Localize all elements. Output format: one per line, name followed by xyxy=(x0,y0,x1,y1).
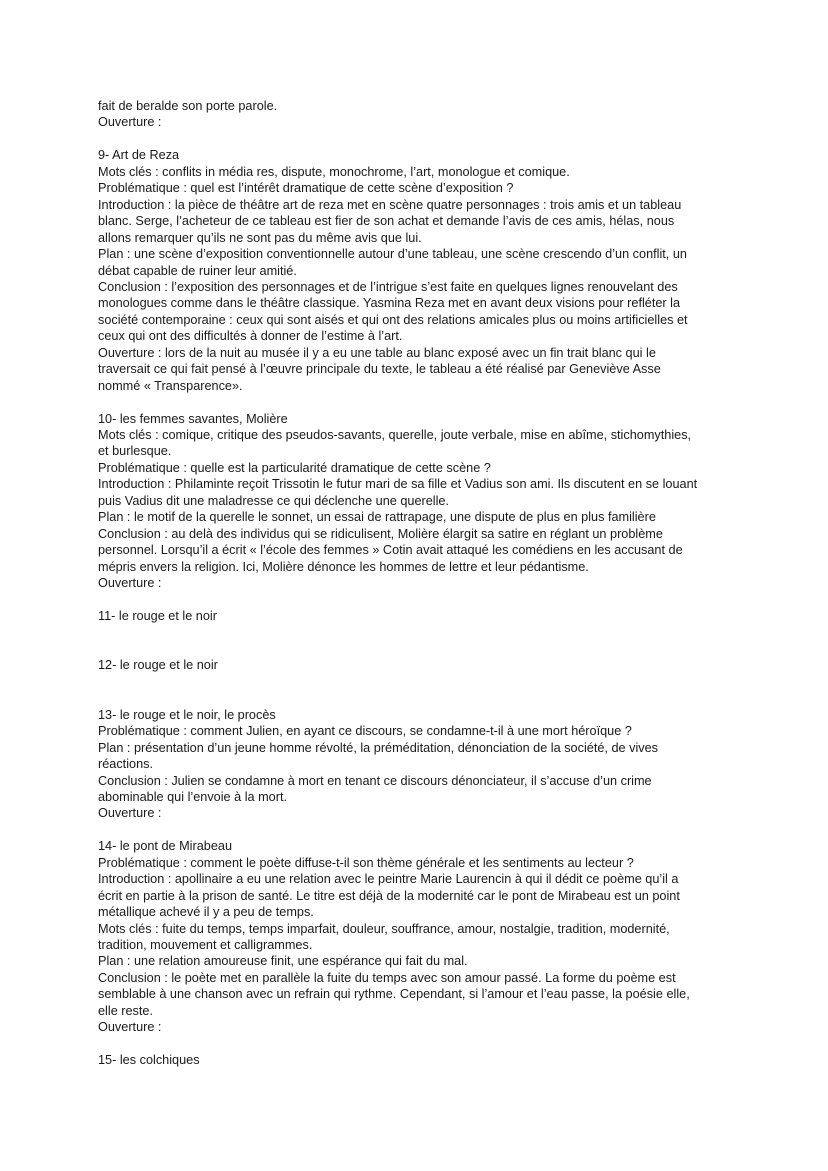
section-heading-14: 14- le pont de Mirabeau xyxy=(98,839,233,854)
text-line: Ouverture : xyxy=(98,1020,162,1035)
text-line: Introduction : la pièce de théâtre art de reza met en scène quatre personnages : trois amis et un tableau xyxy=(98,197,682,212)
section-heading-11: 11- le rouge et le noir xyxy=(98,609,217,623)
text-line: Ouverture : xyxy=(98,576,162,591)
paragraph-gap xyxy=(98,592,738,608)
text-line: métallique achevé il y a peu de temps. xyxy=(98,905,314,920)
text-line: Conclusion : le poète met en parallèle la fuite du temps avec son amour passé. La forme du poème est xyxy=(98,970,676,985)
paragraph-gap xyxy=(98,624,738,657)
document-page xyxy=(98,98,738,1069)
text-line: Introduction : apollinaire a eu une relation avec le peintre Marie Laurencin à qui il dédit ce poème qu’il a xyxy=(98,872,679,887)
text-line: Plan : une scène d’exposition conventionnelle autour d’une tableau, une scène crescendo d’un conflit, un xyxy=(98,247,687,262)
text-line: Introduction : Philaminte reçoit Trissotin le futur mari de sa fille et Vadius son ami. Ils discutent en se louant xyxy=(98,477,698,492)
text-line: nommé « Transparence». xyxy=(98,378,243,393)
paragraph-gap xyxy=(98,822,738,838)
text-line: Mots clés : conflits in média res, dispute, monochrome, l’art, monologue et comique. xyxy=(98,164,570,179)
text-line: ceux qui ont des difficultés à donner de l’estime à l’art. xyxy=(98,329,403,344)
section-heading-9: 9- Art de Reza xyxy=(98,148,180,163)
text-line: Mots clés : fuite du temps, temps imparfait, douleur, souffrance, amour, nostalgie, tradition, modernité, xyxy=(98,921,670,936)
text-line: semblable à une chanson avec un refrain qui rythme. Cependant, si l’amour et l’eau passe, la poésie elle, xyxy=(98,987,690,1002)
text-line: Plan : le motif de la querelle le sonnet, un essai de rattrapage, une dispute de plus en plus familière xyxy=(98,510,656,525)
text-line: et burlesque. xyxy=(98,444,172,459)
text-line: Ouverture : lors de la nuit au musée il y a eu une table au blanc exposé avec un fin trait blanc qui le xyxy=(98,345,656,360)
text-line: Ouverture : xyxy=(98,806,162,821)
text-line: Conclusion : l’exposition des personnages et de l’intrigue s’est faite en quelques lignes renouvelant des xyxy=(98,279,678,294)
text-line: puis Vadius dit une maladresse ce qui déclenche une querelle. xyxy=(98,493,450,508)
text-line: Plan : présentation d’un jeune homme révolté, la préméditation, dénonciation de la société, de vives xyxy=(98,740,659,755)
text-line: blanc. Serge, l’acheteur de ce tableau est fier de son achat et demande l’avis de ces amis, hélas, nous xyxy=(98,214,675,229)
text-line: Problématique : comment le poète diffuse-t-il son thème générale et les sentiments au lecteur ? xyxy=(98,855,634,870)
text-line: Ouverture : xyxy=(98,115,162,130)
text-line: Problématique : quelle est la particularité dramatique de cette scène ? xyxy=(98,460,491,475)
text-line: société contemporaine : ceux qui sont aisés et qui ont des relations amicales plus ou moins artificielles et xyxy=(98,312,688,327)
text-line: Mots clés : comique, critique des pseudos-savants, querelle, joute verbale, mise en abîme, stichomythies, xyxy=(98,428,692,443)
text-line: personnel. Lorsqu’il a écrit « l’école des femmes » Cotin avait attaqué les comédiens en les accusant de xyxy=(98,543,683,558)
paragraph-gap xyxy=(98,1036,738,1052)
text-line: fait de beralde son porte parole. xyxy=(98,99,278,113)
text-line: abominable qui l’envoie à la mort. xyxy=(98,789,288,804)
text-line: écrit en partie à la prison de santé. Le titre est déjà de la modernité car le pont de Mirabeau est un point xyxy=(98,888,680,903)
section-heading-10: 10- les femmes savantes, Molière xyxy=(98,411,288,426)
text-line: débat capable de ruiner leur amitié. xyxy=(98,263,297,278)
text-line: réactions. xyxy=(98,757,154,772)
text-line: Problématique : quel est l’intérêt dramatique de cette scène d’exposition ? xyxy=(98,181,514,196)
section-heading-15: 15- les colchiques xyxy=(98,1053,200,1068)
paragraph-gap xyxy=(98,131,738,147)
section-heading-13: 13- le rouge et le noir, le procès xyxy=(98,707,276,722)
text-line: Conclusion : au delà des individus qui se ridiculisent, Molière élargit sa satire en réglant un problème xyxy=(98,526,663,541)
text-line: tradition, mouvement et calligrammes. xyxy=(98,938,313,953)
text-line: monologues comme dans le théâtre classique. Yasmina Reza met en avant deux visions pour refléter la xyxy=(98,296,681,311)
paragraph-gap xyxy=(98,674,738,707)
text-line: traversait ce qui fait pensé à l’œuvre principale du texte, le tableau a été réalisé par Geneviève Asse xyxy=(98,362,661,377)
text-line: allons remarquer qu’ils ne sont pas du même avis que lui. xyxy=(98,230,422,245)
text-line: elle reste. xyxy=(98,1003,154,1018)
text-line: mépris envers la religion. Ici, Molière dénonce les hommes de lettre et leur pédantisme. xyxy=(98,559,589,574)
paragraph-gap xyxy=(98,394,738,410)
text-line: Problématique : comment Julien, en ayant ce discours, se condamne-t-il à une mort héroïque ? xyxy=(98,724,632,739)
section-heading-12: 12- le rouge et le noir xyxy=(98,658,218,673)
text-line: Plan : une relation amoureuse finit, une espérance qui fait du mal. xyxy=(98,954,468,969)
text-line: Conclusion : Julien se condamne à mort en tenant ce discours dénonciateur, il s’accuse d’un crime xyxy=(98,773,652,788)
